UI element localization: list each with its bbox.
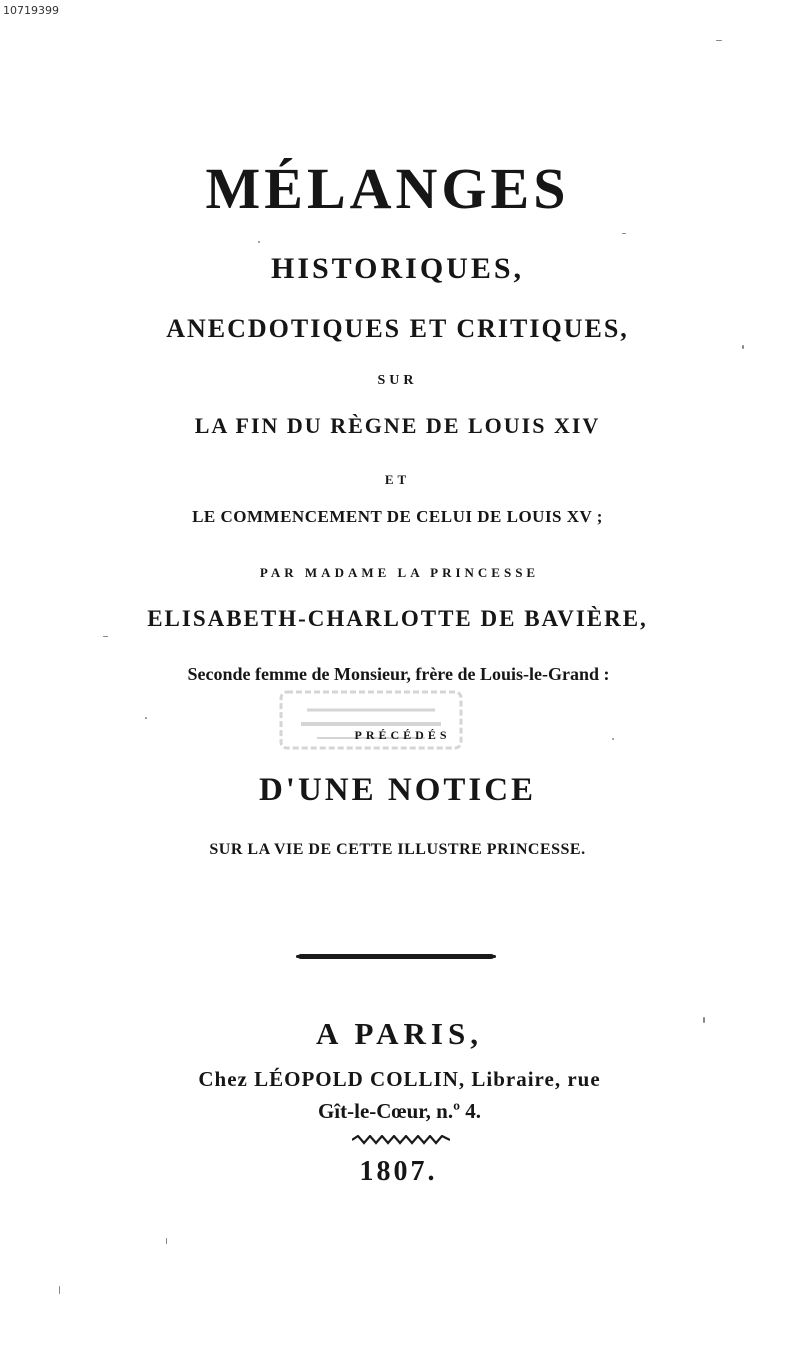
title-commencement: LE COMMENCEMENT DE CELUI DE LOUIS XV ; xyxy=(192,507,603,526)
title-anecdotiques: ANECDOTIQUES ET CRITIQUES, xyxy=(166,314,629,343)
author-description: Seconde femme de Monsieur, frère de Louis-le-Grand : xyxy=(187,664,610,684)
library-stamp xyxy=(277,688,465,752)
paper-speck xyxy=(166,1238,167,1244)
paper-speck xyxy=(258,241,260,243)
title-sur: SUR xyxy=(377,373,418,388)
paper-speck xyxy=(703,1017,705,1023)
ornament-zigzag xyxy=(352,1136,450,1143)
author-prefix: PAR MADAME LA PRINCESSE xyxy=(259,565,540,580)
author-name: ELISABETH-CHARLOTTE DE BAVIÈRE, xyxy=(147,606,648,631)
paper-speck xyxy=(716,40,722,41)
notice-heading: D'UNE NOTICE xyxy=(258,772,537,808)
title-reign: LA FIN DU RÈGNE DE LOUIS XIV xyxy=(194,413,601,438)
notice-precedes: PRÉCÉDÉS xyxy=(354,728,451,742)
title-historiques: HISTORIQUES, xyxy=(270,252,525,285)
title-main: MÉLANGES xyxy=(205,156,570,221)
imprint-year: 1807. xyxy=(359,1156,438,1187)
imprint-city: A PARIS, xyxy=(316,1016,483,1051)
paper-speck xyxy=(145,717,147,719)
paper-speck xyxy=(622,233,626,234)
imprint-publisher: Chez LÉOPOLD COLLIN, Libraire, rue xyxy=(198,1067,601,1091)
paper-speck xyxy=(612,738,614,740)
paper-speck xyxy=(103,636,108,637)
title-et: ET xyxy=(384,472,411,487)
paper-speck xyxy=(742,345,744,349)
notice-subheading: SUR LA VIE DE CETTE ILLUSTRE PRINCESSE. xyxy=(209,841,586,858)
ornament-rule xyxy=(352,1135,450,1145)
divider-rule xyxy=(298,954,494,959)
imprint-address: Gît-le-Cœur, n.º 4. xyxy=(317,1099,482,1123)
paper-speck xyxy=(59,1286,60,1294)
page-id: 10719399 xyxy=(3,4,59,17)
